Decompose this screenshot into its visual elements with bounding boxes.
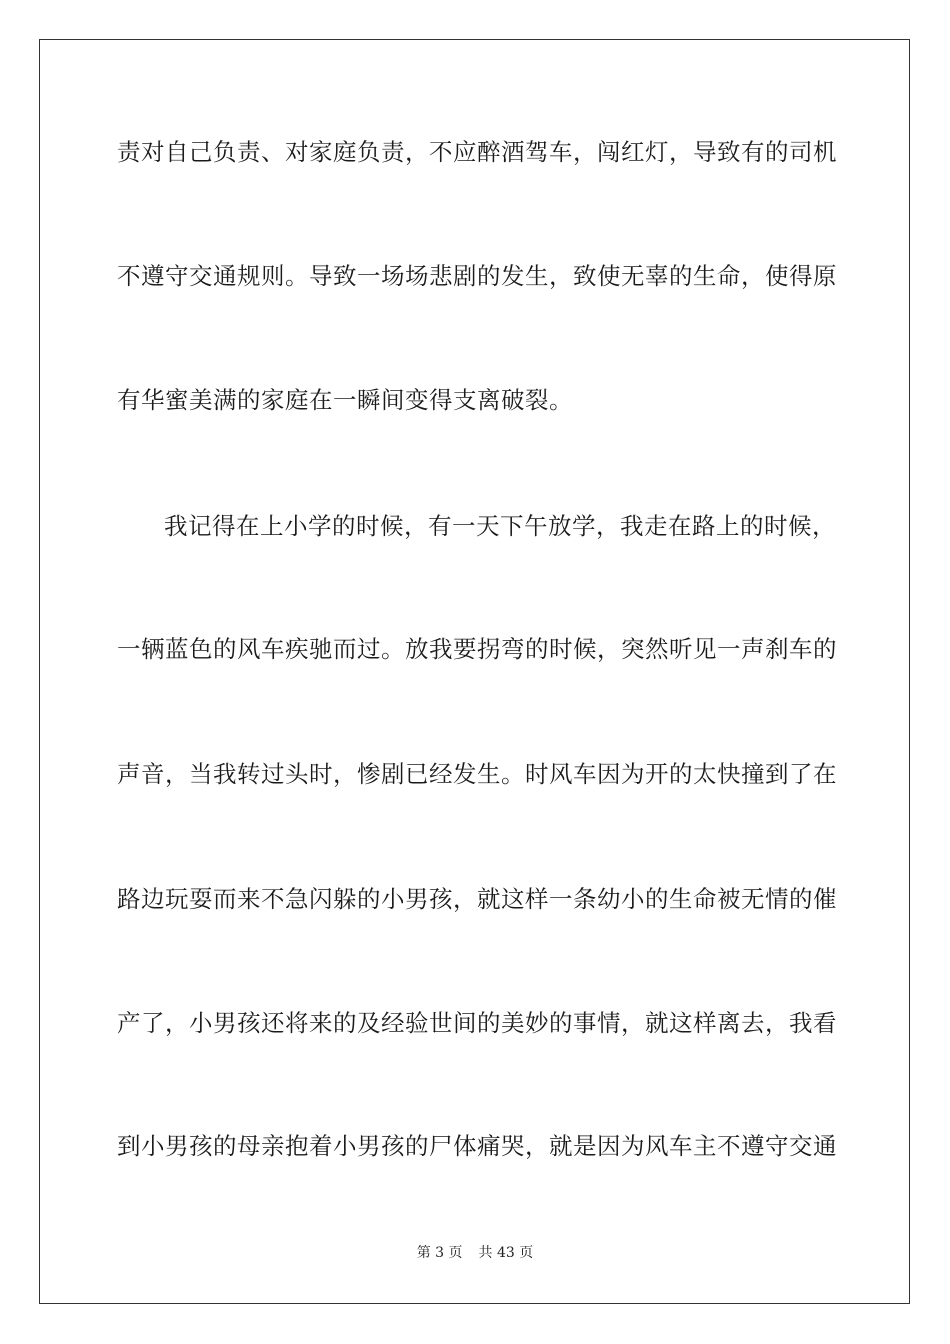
page-total: 共 43 页 [478,1245,534,1261]
text-line: 有华蜜美满的家庭在一瞬间变得支离破裂。 [117,386,573,414]
text-line: 责对自己负责、对家庭负责，不应醉酒驾车，闯红灯，导致有的司机 [117,138,837,166]
text-line: 到小男孩的母亲抱着小男孩的尸体痛哭，就是因为风车主不遵守交通 [117,1132,837,1160]
page-number: 第 3 页 [416,1245,463,1261]
text-line-paragraph-start: 我记得在上小学的时候，有一天下午放学，我走在路上的时候， [164,512,836,540]
page-border [39,39,910,1304]
text-line: 路边玩耍而来不急闪躲的小男孩，就这样一条幼小的生命被无情的催 [117,885,837,913]
page-footer [0,1244,950,1262]
text-line: 不遵守交通规则。导致一场场悲剧的发生，致使无辜的生命，使得原 [117,262,837,290]
text-line: 声音，当我转过头时，惨剧已经发生。时风车因为开的太快撞到了在 [117,760,837,788]
text-line: 产了，小男孩还将来的及经验世间的美妙的事情，就这样离去，我看 [117,1009,837,1037]
text-line: 一辆蓝色的风车疾驰而过。放我要拐弯的时候，突然听见一声刹车的 [117,635,837,663]
